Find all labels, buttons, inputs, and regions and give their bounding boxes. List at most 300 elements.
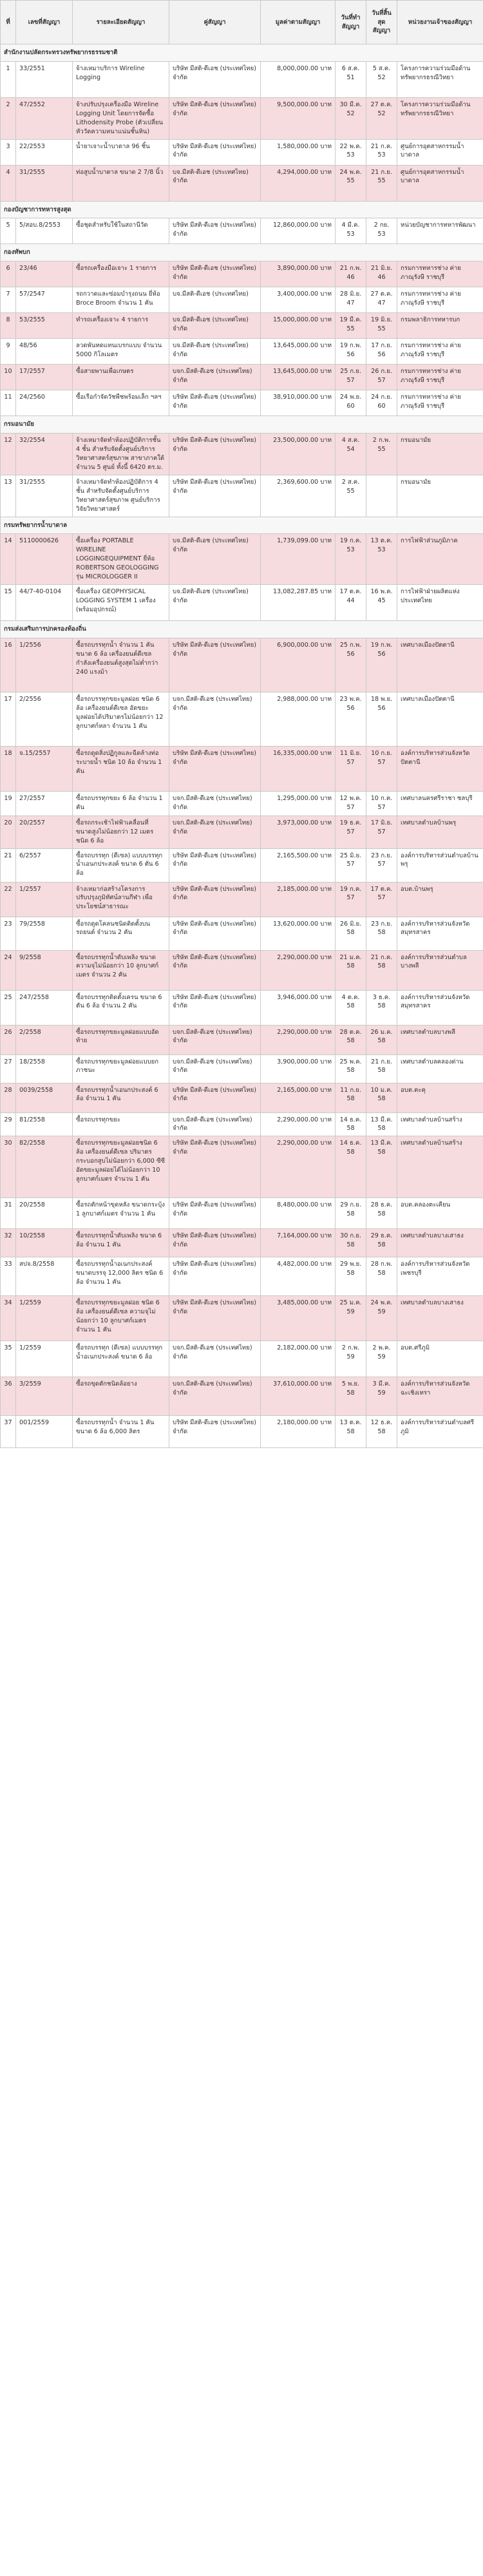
cell-item [73,1416,169,1448]
cell-date-end [366,97,397,139]
cell-text: 33/2551 [19,64,45,72]
cell-text: 26 [4,1028,12,1036]
cell-date-signed [336,339,366,365]
cell-text: 20 [4,819,12,826]
cell-no [1,791,16,816]
cell-date-signed [336,165,366,201]
cell-text: 21 ก.ย. 55 [371,168,392,185]
cell-contract-no [16,882,73,917]
cell-text: 8 [6,316,10,324]
header-no: ที่ [1,1,16,44]
cell-text: เทศบาลตำบลบางพลี [401,1028,455,1036]
cell-text: 31 [4,1201,12,1209]
cell-item [73,1296,169,1341]
cell-text: 31/2555 [19,168,45,176]
cell-text: 12 พ.ค. 57 [339,794,362,811]
cell-value [261,139,336,165]
cell-text: 2 ส.ค. 55 [341,478,360,495]
cell-text: 16 [4,641,12,649]
cell-text: 3,900,000.00 บาท [277,1058,332,1065]
cell-text: ซื้อรถบรรทุกน้ำเอนกประสงค์ 6 ล้อ จำนวน 1 คัน [76,1086,158,1103]
cell-text: 6,900,000.00 บาท [277,641,332,649]
table-row [1,97,483,139]
cell-date-signed [336,434,366,475]
cell-party [169,287,261,313]
cell-text: บริษัท มีสติ-ดีเอช (ประเทศไทย) จำกัด [173,1201,256,1218]
cell-text: 12 ธ.ค. 58 [370,1419,393,1436]
table-body [1,44,483,1448]
cell-agency [397,165,483,201]
cell-text: 21 [4,852,12,859]
cell-text: ซื้อรถบรรทุกน้ำ จำนวน 1 คัน ขนาด 6 ล้อ เครื่องยนต์ดีเซล กำลังเครื่องยนต์สูงสุดไม่ต่ำกว่า 240 แรงม้า [76,641,158,676]
cell-text: กรมการทหารช่าง ค่ายภาณุรังษี ราชบุรี [401,368,461,385]
cell-agency [397,1025,483,1054]
cell-date-end [366,313,397,339]
cell-text: 1/2556 [19,641,41,649]
cell-agency [397,1257,483,1296]
cell-no [1,287,16,313]
cell-text: ซื้อรถดูดโคลนชนิดติดตั้งบนรถยนต์ จำนวน 2 คัน [76,920,151,937]
cell-text: 19 ก.ค. 53 [339,537,362,554]
cell-contract-no [16,97,73,139]
header-item: รายละเอียดสัญญา [73,1,169,44]
cell-value [261,390,336,416]
header-value: มูลค่าตามสัญญา [261,1,336,44]
table-row [1,218,483,244]
header-contract-no: เลขที่สัญญา [16,1,73,44]
cell-contract-no [16,1296,73,1341]
cell-date-end [366,848,397,882]
cell-text: บจ.มีสติ-ดีเอช (ประเทศไทย) [173,291,249,298]
cell-value [261,97,336,139]
cell-text: 17 ต.ค. 57 [370,885,393,902]
cell-item [73,791,169,816]
cell-text: 10 ก.ค. 57 [370,794,393,811]
cell-text: 53/2555 [19,316,45,324]
cell-value [261,917,336,950]
cell-contract-no [16,791,73,816]
table-row [1,950,483,990]
cell-text: น้ำยาเจาะน้ำบาดาล 96 ชิ้น [76,142,150,150]
cell-contract-no [16,692,73,746]
cell-item [73,365,169,390]
cell-contract-no [16,1377,73,1416]
cell-text: บจ.มีสติ-ดีเอช (ประเทศไทย) จำกัด [173,537,249,554]
cell-text: 1 [6,64,10,72]
cell-text: 19 ก.พ. 56 [339,342,362,359]
cell-date-end [366,1257,397,1296]
cell-text: 24 พ.ค. 59 [370,1299,393,1316]
cell-date-signed [336,950,366,990]
cell-text: บริษัท มีสติ-ดีเอช (ประเทศไทย) จำกัด [173,222,256,238]
table-row [1,1229,483,1257]
cell-value [261,692,336,746]
cell-text: 13,645,000.00 บาท [272,368,332,376]
cell-text: 28 ธ.ค. 58 [370,1201,393,1218]
cell-no [1,584,16,620]
cell-item [73,390,169,416]
cell-text: บจ.มีสติ-ดีเอช (ประเทศไทย) จำกัด [173,316,249,333]
table-row [1,475,483,517]
cell-item [73,1257,169,1296]
cell-text: บริษัท มีสติ-ดีเอช (ประเทศไทย) จำกัด [173,1140,256,1156]
cell-no [1,139,16,165]
cell-contract-no [16,390,73,416]
cell-text: บจก.มีสติ-ดีเอช (ประเทศไทย) จำกัด [173,1028,252,1045]
cell-date-end [366,746,397,791]
cell-text: 2,290,000.00 บาท [277,1028,332,1036]
cell-party [169,990,261,1025]
cell-date-end [366,262,397,287]
cell-agency [397,816,483,848]
cell-text: ซื้อรถขุดตักชนิดล้อยาง [76,1380,137,1388]
cell-text: 6/2557 [19,852,41,859]
cell-text: องค์การบริหารส่วนตำบลบางพลี [401,953,467,970]
cell-date-end [366,638,397,692]
cell-value [261,990,336,1025]
cell-value [261,262,336,287]
cell-text: 19 ก.พ. 56 [370,641,393,658]
table-row [1,1296,483,1341]
cell-text: 30 [4,1140,12,1147]
cell-party [169,218,261,244]
cell-value [261,882,336,917]
cell-contract-no [16,990,73,1025]
cell-text: 2/2556 [19,695,41,703]
cell-item [73,1377,169,1416]
cell-party [169,262,261,287]
cell-text: บจ.มีสติ-ดีเอช (ประเทศไทย) จำกัด [173,342,249,359]
cell-agency [397,692,483,746]
cell-contract-no [16,1054,73,1083]
cell-date-signed [336,584,366,620]
cell-party [169,816,261,848]
cell-text: 24 ก.ย. 60 [371,394,392,410]
cell-text: กรมอนามัย [401,478,431,486]
cell-text: องค์การบริหารส่วนตำบลศรีภูมิ [401,1419,474,1436]
cell-agency [397,990,483,1025]
header-date-signed: วันที่ทำสัญญา [336,1,366,44]
cell-agency [397,1112,483,1136]
cell-date-signed [336,61,366,97]
header-party: คู่สัญญา [169,1,261,44]
cell-no [1,848,16,882]
cell-text: 17 มิ.ย. 57 [370,819,393,835]
cell-contract-no [16,638,73,692]
cell-text: 44/7-40-0104 [19,587,62,595]
cell-item [73,313,169,339]
cell-text: 32/2554 [19,437,45,444]
cell-date-end [366,287,397,313]
cell-no [1,365,16,390]
cell-date-end [366,791,397,816]
cell-no [1,917,16,950]
cell-text: โครงการความร่วมมือด้านทรัพยากรธรณีวิทยา [401,64,471,81]
cell-date-signed [336,475,366,517]
cell-contract-no [16,475,73,517]
cell-text: 4 ต.ค. 58 [341,993,360,1010]
cell-text: กรมพลาธิการทหารบก [401,316,460,324]
cell-date-end [366,475,397,517]
cell-agency [397,1377,483,1416]
table-row [1,1054,483,1083]
cell-text: 37 [4,1419,12,1427]
cell-contract-no [16,1416,73,1448]
cell-text: บจ.มีสติ-ดีเอช (ประเทศไทย) จำกัด [173,587,249,604]
section-title: กองทัพบก [1,244,483,262]
cell-party [169,1341,261,1377]
cell-text: ซื้อเครื่อง GEOPHYSICAL LOGGING SYSTEM 1 เครื่อง (พร้อมอุปกรณ์) [76,587,156,613]
cell-text: 27 [4,1058,12,1065]
cell-text: บจก.มีสติ-ดีเอช (ประเทศไทย) จำกัด [173,1380,252,1397]
cell-date-end [366,1025,397,1054]
cell-party [169,1136,261,1198]
cell-text: ซื้อเรือกำจัดวัชพืชพร้อมเล็ก ฯลฯ [76,394,162,401]
cell-value [261,816,336,848]
cell-text: การไฟฟ้าฝ่ายผลิตแห่งประเทศไทย [401,587,460,604]
cell-date-signed [336,692,366,746]
cell-text: เทศบาลตำบลบางเสาธง [401,1232,464,1240]
cell-text: 29 [4,1116,12,1123]
cell-text: 9,500,000.00 บาท [277,100,332,108]
cell-text: ซื้อรถกระเช้าไฟฟ้าเคลื่อนที่ ขนาดสูงไม่น้อยกว่า 12 เมตร ชนิด 6 ล้อ [76,819,154,844]
table-row [1,692,483,746]
cell-date-end [366,990,397,1025]
cell-date-signed [336,990,366,1025]
cell-text: 15 [4,587,12,595]
cell-text: 5 [6,222,10,229]
cell-text: 29 พ.ย. 58 [339,1261,362,1277]
cell-text: 001/2559 [19,1419,49,1427]
cell-contract-no [16,746,73,791]
cell-text: ซื้อรถบรรทุกติดตั้งเครน ขนาด 6 ตัน 6 ล้อ จำนวน 2 คัน [76,993,162,1010]
cell-text: ลวดพันทดแทนเบรกแบบ จำนวน 5000 กิโลเมตร [76,342,162,359]
cell-text: บจก.มีสติ-ดีเอช (ประเทศไทย) จำกัด [173,1344,252,1361]
cell-text: 21 ม.ค. 58 [339,953,362,970]
cell-date-end [366,534,397,585]
cell-text: 21 ก.ย. 58 [371,1058,392,1074]
cell-text: บริษัท มีสติ-ดีเอช (ประเทศไทย) จำกัด [173,1419,256,1436]
cell-text: กรมการทหารช่าง ค่ายภาณุรังษี ราชบุรี [401,342,461,359]
header-agency: หน่วยงานเจ้าของสัญญา [397,1,483,44]
cell-text: ซื้อรถบรรทุกขยะมูลฝอยแบบยกภาชนะ [76,1058,159,1074]
cell-value [261,1112,336,1136]
cell-text: 21 มิ.ย. 46 [370,265,393,281]
cell-text: 13,082,287.85 บาท [272,587,332,595]
cell-text: ซื้อรถตักหน้าขุดหลัง ขนาดกระบุ้ง 1 ลูกบาศก์เมตร จำนวน 1 คัน [76,1201,165,1218]
cell-text: องค์การบริหารส่วนจังหวัดสมุทรสาคร [401,993,470,1010]
cell-text: 14 [4,537,12,545]
cell-item [73,1112,169,1136]
cell-value [261,365,336,390]
cell-no [1,1416,16,1448]
cell-text: 2 [6,100,10,108]
table-row [1,882,483,917]
cell-text: 12,860,000.00 บาท [272,222,332,229]
cell-no [1,1136,16,1198]
cell-text: 3,973,000.00 บาท [277,819,332,826]
cell-text: 38,910,000.00 บาท [272,394,332,401]
cell-contract-no [16,339,73,365]
table-row [1,1112,483,1136]
table-row [1,1083,483,1112]
cell-party [169,950,261,990]
cell-no [1,1054,16,1083]
table-row [1,287,483,313]
table-row [1,1025,483,1054]
cell-date-end [366,390,397,416]
cell-party [169,339,261,365]
cell-date-signed [336,262,366,287]
section-row [1,44,483,62]
cell-text: 7 [6,291,10,298]
cell-text: 25 ก.พ. 56 [339,641,362,658]
cell-date-end [366,1416,397,1448]
cell-party [169,1257,261,1296]
cell-text: จ้างเหมาบริการ Wireline Logging [76,64,145,81]
cell-agency [397,339,483,365]
cell-no [1,165,16,201]
cell-no [1,1257,16,1296]
cell-text: 2,182,000.00 บาท [277,1344,332,1352]
cell-no [1,97,16,139]
table-row [1,917,483,950]
cell-no [1,262,16,287]
section-row [1,416,483,434]
cell-value [261,1377,336,1416]
cell-text: 1,739,099.00 บาท [277,537,332,545]
cell-no [1,950,16,990]
cell-date-signed [336,534,366,585]
cell-no [1,1198,16,1229]
cell-item [73,917,169,950]
cell-text: 2/2558 [19,1028,41,1036]
cell-text: เทศบาลตำบลคลองด่าน [401,1058,464,1065]
cell-date-signed [336,638,366,692]
cell-text: จ้างปรับปรุงเครื่องมือ Wireline Logging Unit โดยการจัดซื้อ Lithodensity Probe (ตัวเปลี่ยนหัววัดความหนาแน่นชั้นหิน) [76,100,163,135]
cell-contract-no [16,1025,73,1054]
cell-text: 28 [4,1086,12,1094]
cell-date-signed [336,390,366,416]
cell-value [261,1083,336,1112]
cell-text: บริษัท มีสติ-ดีเอช (ประเทศไทย) จำกัด [173,920,256,937]
cell-text: ซื้อรถบรรทุกน้ำดับเพลิง ขนาด 6 ล้อ จำนวน 1 คัน [76,1232,162,1249]
cell-value [261,584,336,620]
table-row [1,1377,483,1416]
cell-text: 2,185,000.00 บาท [277,885,332,893]
cell-date-end [366,1341,397,1377]
cell-text: 4 ส.ค. 54 [341,437,360,453]
cell-item [73,1025,169,1054]
cell-party [169,165,261,201]
cell-text: 13 ต.ค. 53 [370,537,393,554]
cell-agency [397,882,483,917]
table-row [1,365,483,390]
cell-value [261,61,336,97]
cell-item [73,1198,169,1229]
cell-item [73,1083,169,1112]
cell-text: 19 มิ.ย. 55 [370,316,393,333]
cell-text: ซื้อรถบรรทุก (ดีเซล) แบบบรรทุกน้ำเอนกประสงค์ ขนาด 6 ตัน 6 ล้อ [76,852,163,877]
cell-text: 11 [4,394,12,401]
cell-contract-no [16,365,73,390]
cell-text: 21 ก.ค. 58 [370,953,393,970]
cell-text: บจก.มีสติ-ดีเอช (ประเทศไทย) จำกัด [173,368,252,385]
cell-text: 16 พ.ค. 45 [370,587,393,604]
cell-text: บริษัท มีสติ-ดีเอช (ประเทศไทย) จำกัด [173,1086,256,1103]
cell-text: 6 ส.ค. 51 [341,64,360,81]
cell-text: จ้างเหมาจัดทำห้องปฏิบัติการชั้น 4 ชั้น สำหรับจัดตั้งศูนย์บริการวิทยาศาสตร์สุขภาพ สาขาภาคใต้ จำนวน 5 ศูนย์ ทั้งนี้ 6420 ตร.ม. [76,437,165,471]
cell-text: 2,165,000.00 บาท [277,1086,332,1094]
cell-text: จ.15/2557 [19,749,51,757]
cell-text: 34 [4,1299,12,1307]
table-row [1,584,483,620]
cell-text: 19 มี.ค. 55 [339,316,362,333]
table-row [1,638,483,692]
cell-contract-no [16,584,73,620]
header-date-end: วันที่สิ้นสุดสัญญา [366,1,397,44]
cell-party [169,692,261,746]
cell-text: 2,290,000.00 บาท [277,1116,332,1123]
cell-contract-no [16,1136,73,1198]
cell-text: 10 ก.ย. 57 [371,749,392,766]
cell-date-signed [336,218,366,244]
cell-contract-no [16,1257,73,1296]
cell-value [261,950,336,990]
cell-text: 2,988,000.00 บาท [277,695,332,703]
cell-date-signed [336,287,366,313]
cell-text: 23,500,000.00 บาท [272,437,332,444]
cell-date-signed [336,1198,366,1229]
table-header-row [1,1,483,44]
cell-party [169,1083,261,1112]
cell-text: 25 ม.ค. 59 [339,1299,362,1316]
cell-text: บริษัท มีสติ-ดีเอช (ประเทศไทย) จำกัด [173,993,256,1010]
cell-value [261,434,336,475]
cell-contract-no [16,1083,73,1112]
cell-date-end [366,1229,397,1257]
table-row [1,313,483,339]
cell-party [169,584,261,620]
table-row [1,816,483,848]
cell-no [1,1025,16,1054]
cell-contract-no [16,1198,73,1229]
cell-text: ซื้อรถเครื่องมือเจาะ 1 รายการ [76,265,156,272]
cell-agency [397,584,483,620]
table-row [1,339,483,365]
cell-contract-no [16,165,73,201]
cell-text: บริษัท มีสติ-ดีเอช (ประเทศไทย) จำกัด [173,265,256,281]
cell-date-end [366,1296,397,1341]
cell-no [1,434,16,475]
cell-no [1,1083,16,1112]
cell-text: 19 ก.ค. 57 [339,885,362,902]
cell-item [73,1054,169,1083]
cell-text: เทศบาลตำบลบ้านพรุ [401,819,457,826]
cell-text: อบต.ตะคุ [401,1086,426,1094]
cell-date-signed [336,848,366,882]
section-title: กองบัญชาการทหารสูงสุด [1,201,483,218]
cell-no [1,816,16,848]
cell-text: 24 [4,953,12,961]
cell-text: 25 พ.ค. 58 [339,1058,362,1074]
cell-item [73,950,169,990]
cell-agency [397,139,483,165]
cell-party [169,746,261,791]
cell-text: 12 [4,437,12,444]
cell-agency [397,262,483,287]
cell-item [73,746,169,791]
